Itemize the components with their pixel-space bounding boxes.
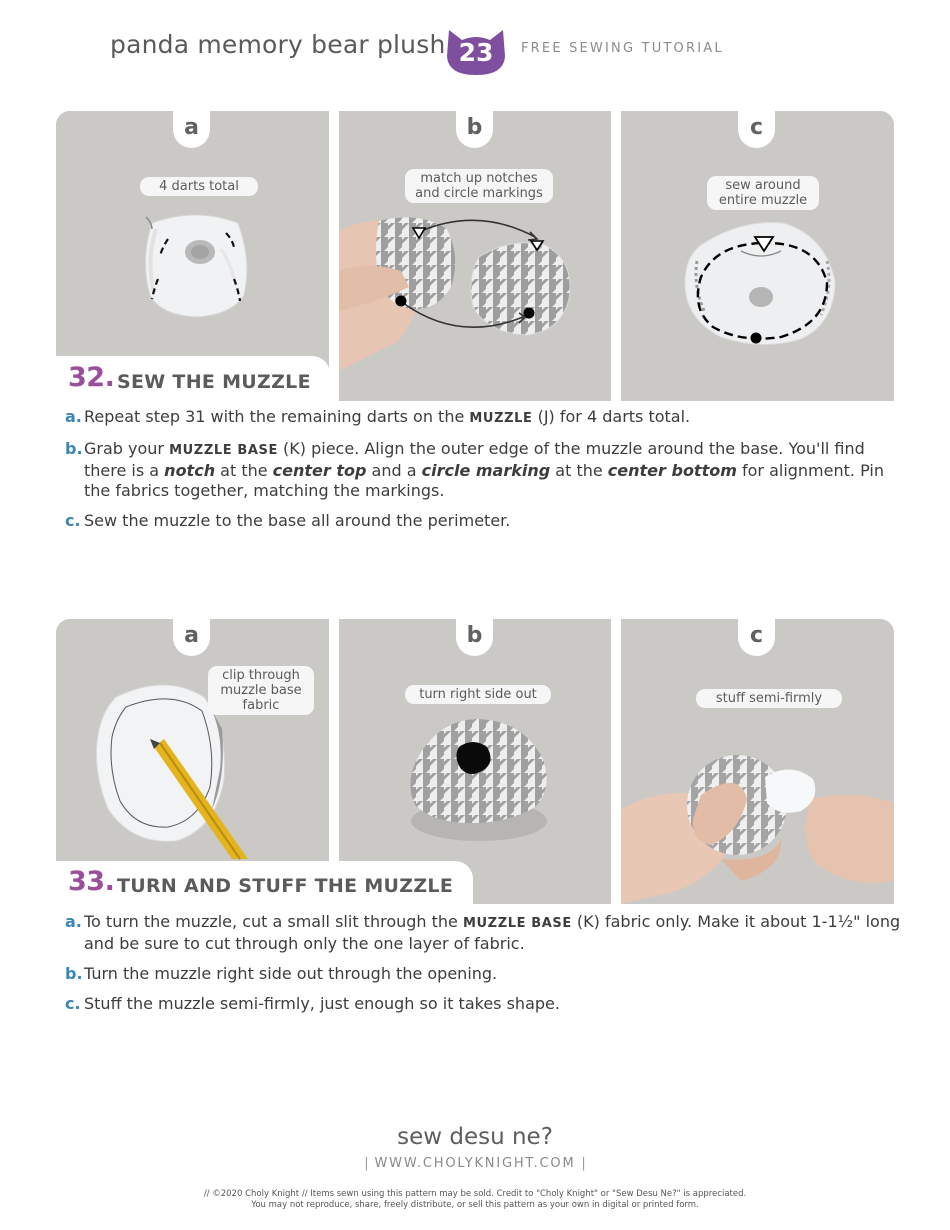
emphasis-text: notch [164,461,216,480]
instruction-item [65,964,905,984]
footer-url-line [0,1156,950,1171]
instruction-text: and a [366,461,422,480]
panel-letter-tab: b [456,619,493,656]
matching-pieces-illustration [339,111,611,401]
step-32-label [56,356,330,402]
panel-caption: stuff semi-firmly [696,689,842,708]
header-subtitle: FREE SEWING TUTORIAL [521,41,724,56]
emphasis-text: circle marking [421,461,551,480]
panel-letter-tab: a [173,619,210,656]
instruction-item [65,439,905,501]
pattern-piece-name: MUZZLE BASE [169,443,278,458]
footer-url[interactable]: WWW.CHOLYKNIGHT.COM [374,1156,576,1171]
panel-letter-tab: c [738,619,775,656]
url-divider: | [364,1156,369,1171]
sewn-muzzle-illustration [621,111,894,401]
instruction-text: at the [215,461,273,480]
panel-letter-tab: c [738,111,775,148]
instruction-text: (K) fabric only. Make it about 1-1½" long and be sure to cut through only the one layer of fabric. [84,912,901,953]
emphasis-text: center bottom [607,461,737,480]
page-number: 23 [458,38,494,67]
instruction-text: Grab your [84,439,170,458]
legal-line: // ©2020 Choly Knight // Items sewn using this pattern may be sold. Credit to "Choly Knight" or "Sew Desu Ne?" is appreciated. [203,1189,747,1199]
instruction-letter: a. [65,912,82,931]
step-number: 33. [68,866,115,897]
instruction-text: for alignment. Pin the fabrics together, matching the markings. [84,461,884,500]
instruction-text: Sew the muzzle to the base all around the perimeter. [84,511,511,530]
panel-caption: turn right side out [405,685,551,704]
instruction-item [65,994,905,1014]
stuffing-illustration [621,619,894,904]
step-33-photo-c [621,619,894,904]
page-number-badge [446,26,506,76]
instruction-text: (J) for 4 darts total. [532,407,691,426]
pattern-piece-name: MUZZLE BASE [462,916,572,931]
step-title: SEW THE MUZZLE [117,371,311,393]
instruction-item [65,912,905,954]
instruction-letter: c. [65,994,81,1013]
panel-letter-tab: b [456,111,493,148]
instruction-letter: c. [65,511,81,530]
step-33-instructions [65,912,905,1024]
step-number: 32. [68,362,115,393]
footer-legal [0,1189,950,1211]
instruction-text: (K) piece. Align the outer edge of the muzzle around the base. You'll find there is a [84,439,865,480]
pattern-title: panda memory bear plush [110,30,446,59]
panel-caption: clip through muzzle base fabric [208,666,314,715]
instruction-letter: b. [65,439,83,458]
instruction-text: Turn the muzzle right side out through the opening. [84,964,498,983]
instruction-item [65,407,905,429]
instruction-letter: b. [65,964,83,983]
step-32-photo-b [339,111,611,401]
instruction-text: Repeat step 31 with the remaining darts on the [84,407,470,426]
instruction-text: To turn the muzzle, cut a small slit through the [84,912,463,931]
instruction-item [65,511,905,531]
emphasis-text: center top [272,461,367,480]
instruction-letter: a. [65,407,82,426]
panel-letter-tab: a [173,111,210,148]
step-title: TURN AND STUFF THE MUZZLE [117,875,454,897]
footer-brand: sew desu ne? [397,1124,553,1150]
pattern-piece-name: MUZZLE [469,411,533,426]
panel-caption: match up notches and circle markings [405,169,553,203]
panel-caption: 4 darts total [140,177,258,196]
instruction-text: at the [550,461,608,480]
panel-caption: sew around entire muzzle [707,176,819,210]
step-33-label [56,861,473,905]
step-32-photo-c [621,111,894,401]
instruction-text: Stuff the muzzle semi-firmly, just enough so it takes shape. [84,994,560,1013]
step-32-instructions [65,407,905,541]
url-divider: | [581,1156,586,1171]
legal-line: You may not reproduce, share, freely distribute, or sell this pattern as your own in digital or printed form. [251,1200,699,1210]
